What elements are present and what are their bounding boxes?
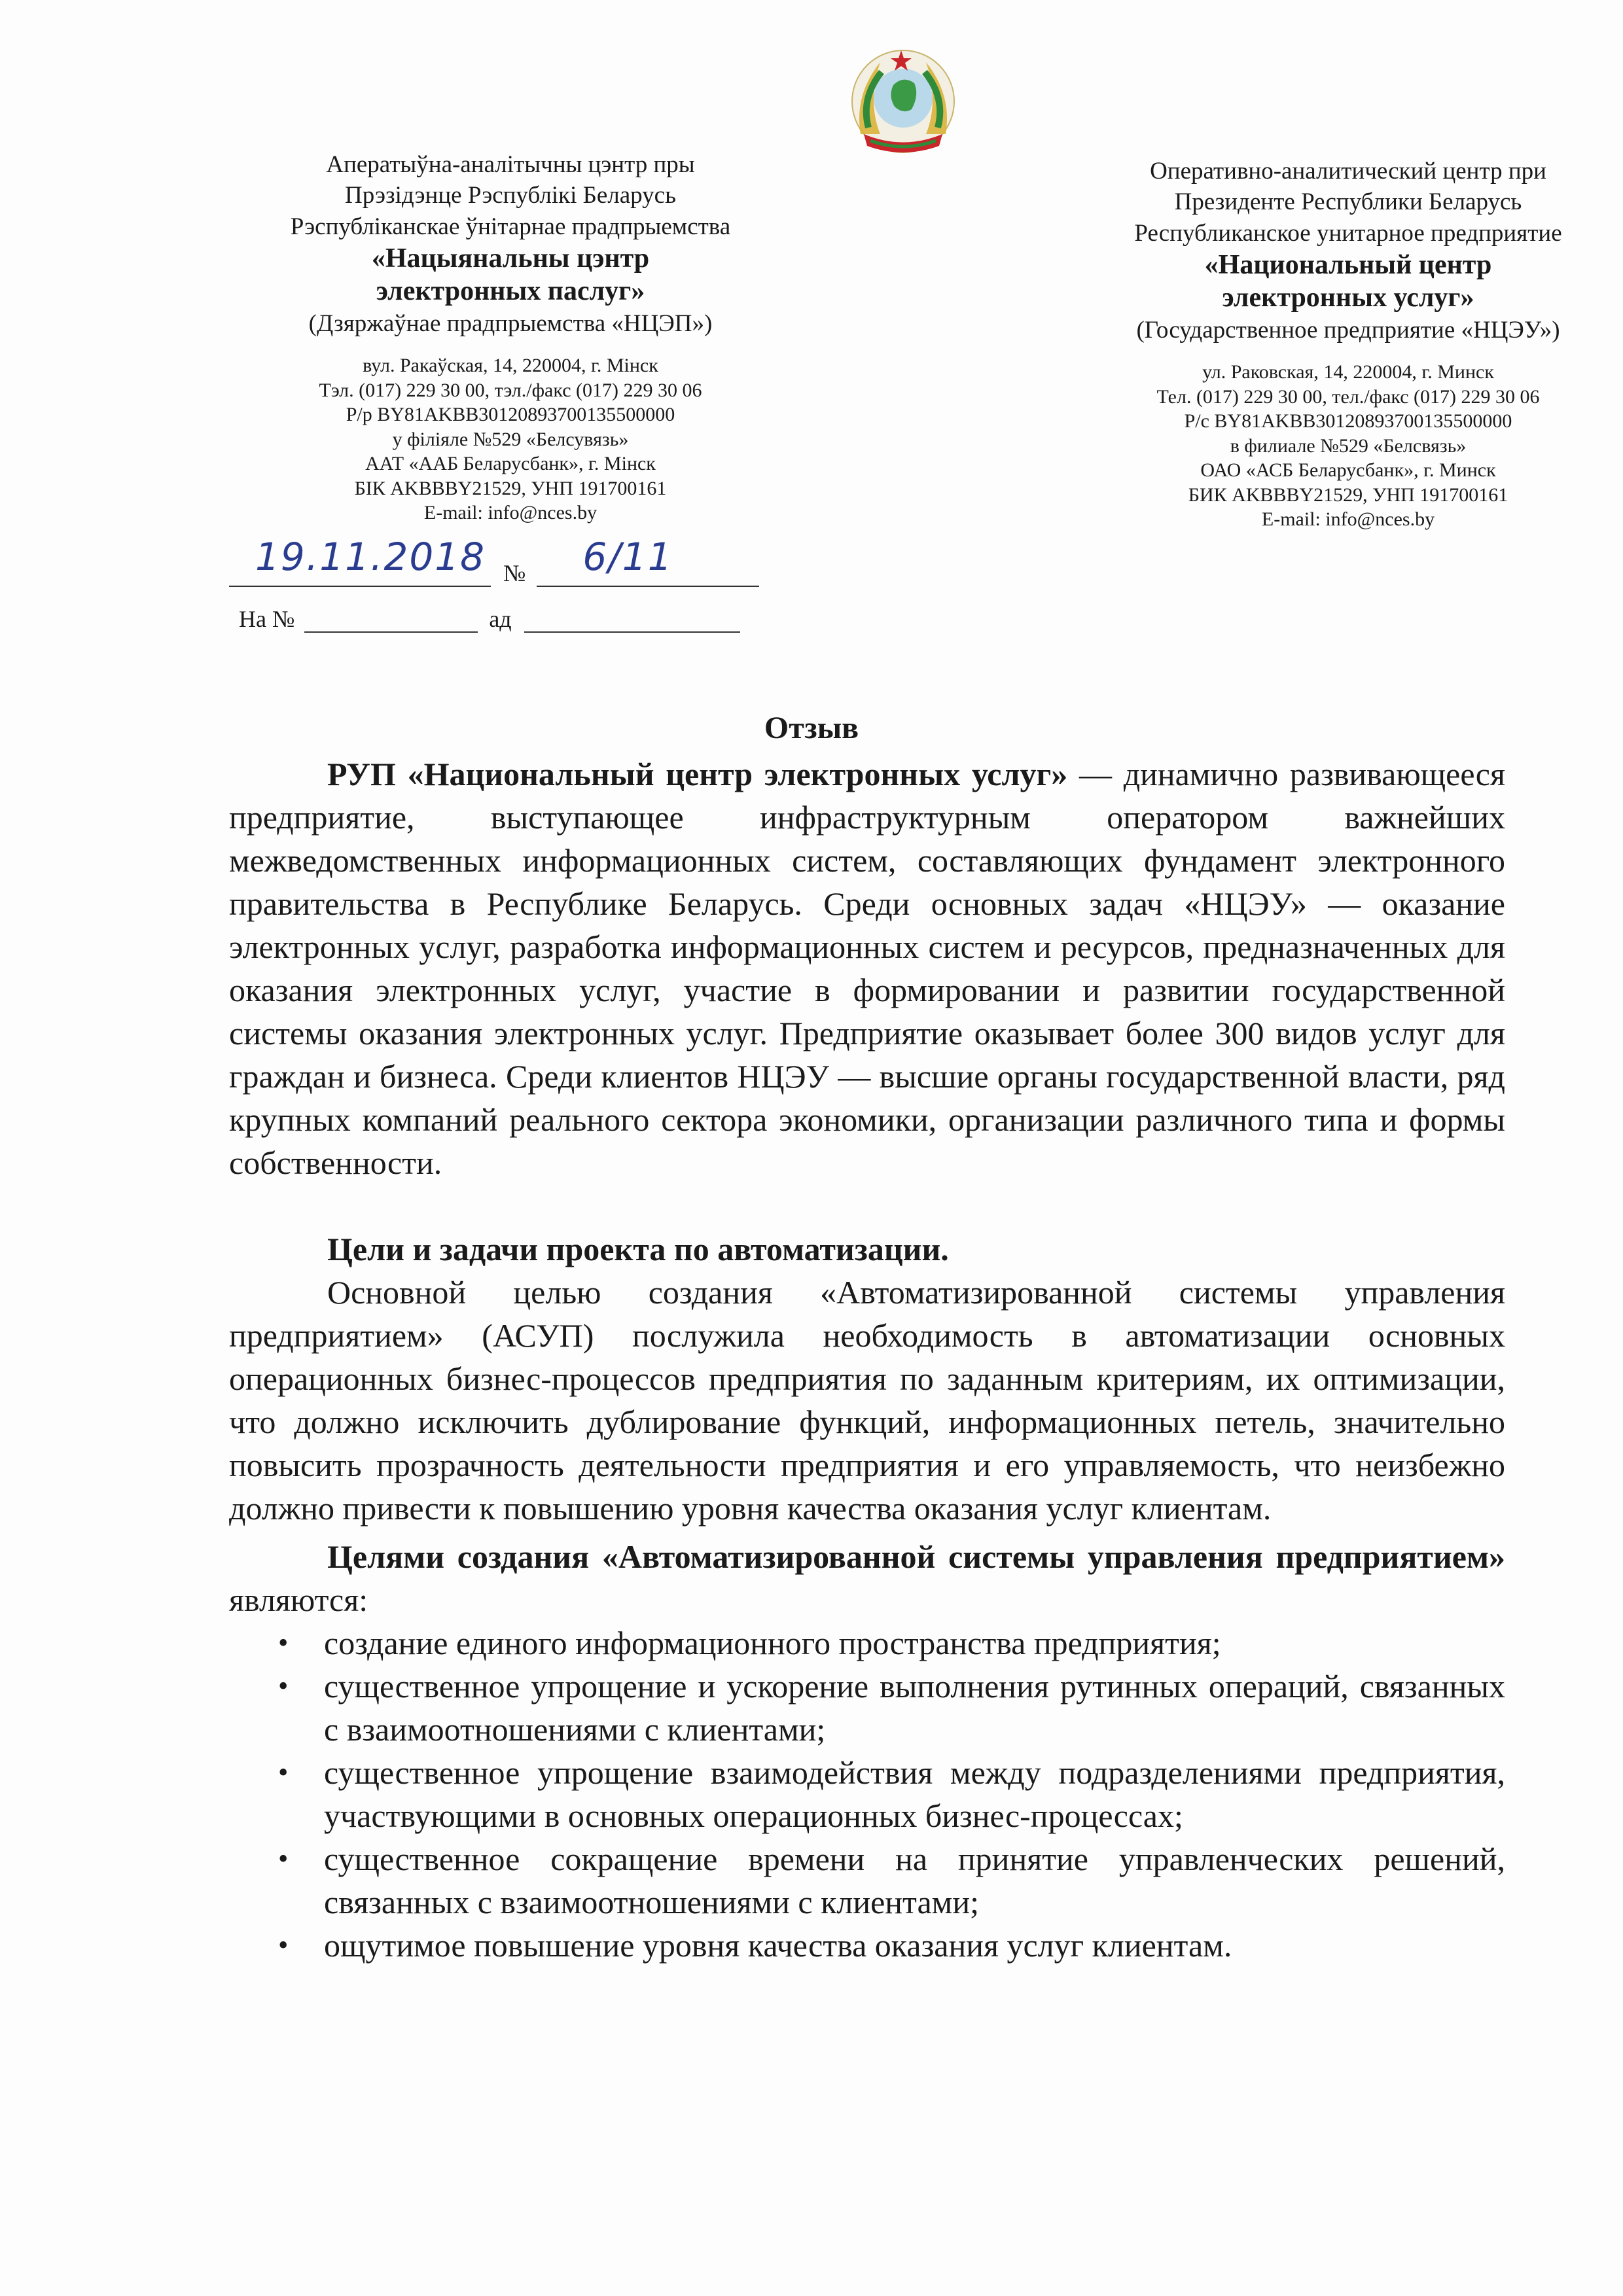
org-name-line: «Национальный центр: [1204, 250, 1492, 281]
bullet-icon: •: [278, 1843, 289, 1875]
ref-date-field: [524, 605, 740, 633]
org-name-line: электронных услуг»: [1222, 283, 1474, 313]
outgoing-registration-line: [229, 535, 759, 587]
goal-text: создание единого информационного пространства предприятия;: [324, 1625, 1221, 1661]
goals-lead-bold: Целями создания «Автоматизированной системы управления предприятием»: [327, 1538, 1505, 1575]
number-sign: №: [503, 560, 526, 586]
document-body: [229, 752, 1505, 1967]
email-line: E-mail: info@nces.by: [423, 502, 597, 524]
org-line: Оперативно-аналитический центр при: [1150, 158, 1546, 185]
address-line: БІК AKBBBY21529, УНП 191700161: [354, 477, 667, 499]
bullet-icon: •: [278, 1627, 289, 1659]
address-line: ААТ «ААБ Беларусбанк», г. Мінск: [365, 453, 656, 475]
number-field: [537, 535, 759, 587]
email-line: E-mail: info@nces.by: [1261, 508, 1435, 531]
reference-line: [239, 605, 740, 633]
address-line: БИК AKBBBY21529, УНП 191700161: [1188, 484, 1508, 506]
address-line: у філіяле №529 «Белсувязь»: [392, 428, 629, 450]
list-item: [229, 1621, 1505, 1665]
document-title: Отзыв: [764, 711, 859, 745]
goal-text: ощутимое повышение уровня качества оказания услуг клиентам.: [324, 1927, 1232, 1964]
goal-text: существенное упрощение взаимодействия между подразделениями предприятия, участвующими в основных операционных бизнес-процессах;: [324, 1754, 1505, 1834]
section-title: Цели и задачи проекта по автоматизации.: [327, 1231, 949, 1267]
goal-text: существенное упрощение и ускорение выполнения рутинных операций, связанных с взаимоотношениями с клиентами;: [324, 1668, 1505, 1748]
org-line: Рэспубліканскае ўнітарнае прадпрыемства: [290, 213, 731, 240]
bullet-icon: •: [278, 1670, 289, 1702]
org-name-line: «Нацыянальны цэнтр: [371, 243, 650, 274]
ref-label: На №: [239, 606, 295, 632]
org-status: (Дзяржаўнае прадпрыемства «НЦЭП»): [308, 309, 713, 337]
address-line: Р/с BY81AKBB30120893700135500000: [1184, 410, 1512, 433]
org-name-bold: РУП «Национальный центр электронных услуг»: [327, 756, 1068, 792]
org-line: Аператыўна-аналітычны цэнтр пры: [326, 151, 695, 178]
org-line: Республиканское унитарное предприятие: [1134, 219, 1562, 247]
address-line: ОАО «АСБ Беларусбанк», г. Минск: [1200, 459, 1496, 482]
org-line: Президенте Республики Беларусь: [1174, 188, 1522, 216]
coat-of-arms-emblem: [841, 36, 965, 160]
address-line: ул. Раковская, 14, 220004, г. Минск: [1202, 361, 1494, 383]
goal-text: существенное сокращение времени на принятие управленческих решений, связанных с взаимоотношениями с клиентами;: [324, 1841, 1505, 1920]
org-name-line: электронных паслуг»: [376, 276, 645, 307]
org-status: (Государственное предприятие «НЦЭУ»): [1136, 316, 1560, 344]
org-line: Прэзідэнце Рэспублікі Беларусь: [345, 182, 676, 209]
goals-lead: [229, 1535, 1505, 1621]
intro-paragraph: [229, 752, 1505, 1184]
ref-number-field: [304, 605, 478, 633]
list-item: [229, 1751, 1505, 1837]
address-line: Р/р BY81AKBB30120893700135500000: [346, 404, 675, 426]
list-item: [229, 1837, 1505, 1924]
letterhead-right: [1021, 156, 1623, 532]
intro-text: — динамично развивающееся предприятие, выступающее инфраструктурным оператором важнейших межведомственных информационных систем, составляющих фундамент электронного правительства в Республике Беларусь. Среди основных задач «НЦЭУ» — оказание электронных услуг, разработка информационных систем и ресурсов, предназначенных для оказания электронных услуг, участие в формировании и развитии государственной системы оказания электронных услуг. Предприятие оказывает более 300 видов услуг для граждан и бизнеса. Среди клиентов НЦЭУ — высшие органы государственной власти, ряд крупных компаний реального сектора экономики, организации различного типа и формы собственности.: [229, 756, 1505, 1181]
address-line: Тел. (017) 229 30 00, тел./факс (017) 229 30 06: [1156, 385, 1540, 408]
handwritten-number: 6/11: [582, 535, 673, 579]
goals-list: [229, 1621, 1505, 1967]
bullet-icon: •: [278, 1756, 289, 1788]
ref-from-label: ад: [489, 606, 512, 632]
address-line: вул. Ракаўская, 14, 220004, г. Мінск: [363, 355, 658, 377]
list-item: [229, 1924, 1505, 1967]
date-field: [229, 535, 491, 587]
goal-paragraph: Основной целью создания «Автоматизированной системы управления предприятием» (АСУП) послужила необходимость в автоматизации основных операционных бизнес-процессов предприятия по заданным критериям, их оптимизации, что должно исключить дублирование функций, информационных петель, значительно повысить прозрачность деятельности предприятия и его управляемость, что неизбежно должно привести к повышению уровня качества оказания услуг клиентам.: [229, 1274, 1505, 1527]
address-line: в филиале №529 «Белсвязь»: [1230, 434, 1467, 457]
bullet-icon: •: [278, 1929, 289, 1961]
goals-lead-rest: являются:: [229, 1581, 368, 1618]
list-item: [229, 1665, 1505, 1751]
letterhead-left: [216, 149, 805, 525]
address-line: Тэл. (017) 229 30 00, тэл./факс (017) 229 30 06: [319, 379, 702, 401]
handwritten-date: 19.11.2018: [255, 535, 486, 579]
